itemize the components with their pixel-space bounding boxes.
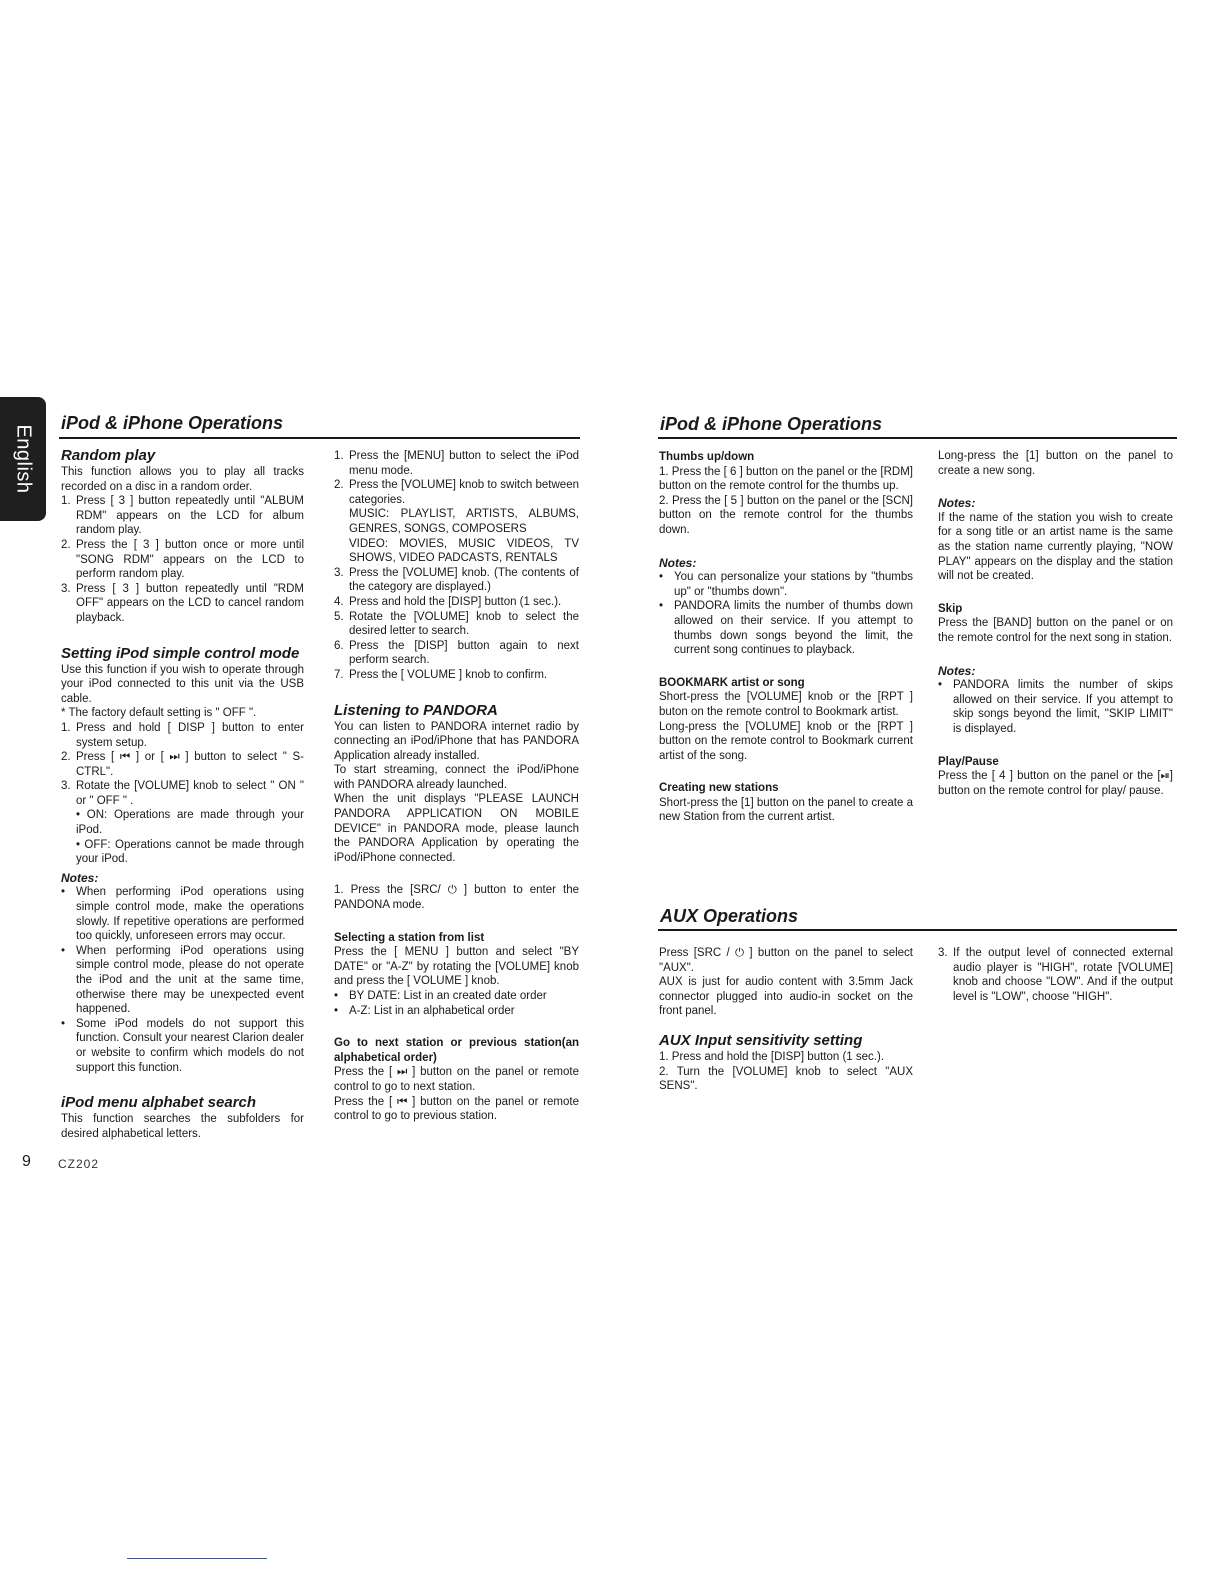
aux-sens-heading: AUX Input sensitivity setting [659,1031,863,1049]
on-option: • ON: Operations are made through your iPod. [76,809,304,837]
pandora-p1: You can listen to PANDORA internet radio by connecting an iPod/iPhone that has PANDORA Application already installed. [334,720,579,762]
list-item: 6. Press the [DISP] button again to next perform search. [334,639,579,667]
list-item: • PANDORA limits the number of thumbs down allowed on their service. If you attempt to thumbs down songs beyond the limit, the current song continues to playback. [659,600,913,657]
longpress-text: Long-press the [1] button on the panel to create a new song. [938,450,1173,477]
pandora-p2: To start streaming, connect the iPod/iPhone with PANDORA already launched. [334,764,579,791]
default-setting-note: * The factory default setting is " OFF ". [61,707,257,720]
title-rule-right [658,437,1177,439]
skip-heading: Skip [938,602,963,615]
column-2 [334,449,579,1124]
column-4 [938,449,1173,798]
category-music: MUSIC: PLAYLIST, ARTISTS, ALBUMS, GENRES, SONGS, COMPOSERS [349,508,579,535]
list-item: 1. Press [ 3 ] button repeatedly until "ALBUM RDM" appears on the LCD for album random play. [61,495,304,537]
category-video: VIDEO: MOVIES, MUSIC VIDEOS, TV SHOWS, VIDEO PADCASTS, RENTALS [349,537,579,565]
pandora-step1: 1. Press the [SRC/ ⏻ ] button to enter the PANDONA mode. [334,884,579,912]
random-play-steps [61,494,304,625]
column-3 [659,450,913,825]
list-item: 3. Press the [VOLUME] knob. (The contents of the category are displayed.) [334,566,579,594]
list-item: 2. Press the [VOLUME] knob to switch between categories. MUSIC: PLAYLIST, ARTISTS, ALBUMS, GENRES, SONGS, COMPOSERS VIDEO: MOVIES, MUSIC VIDEOS, TV SHOWS, VIDEO PADCASTS, RENTALS [334,479,579,565]
notes-list [659,570,913,658]
footer-link-line [127,1558,267,1559]
creating-heading: Creating new stations [659,782,779,795]
random-play-heading: Random play [61,447,156,464]
list-item: • Some iPod models do not support this function. Consult your nearest Clarion dealer or website to confirm which models do not support this function. [61,1017,304,1074]
aux-right [938,946,1173,1004]
list-item: • A-Z: List in an alphabetical order [334,1004,515,1017]
aux-sens-step1: 1. Press and hold the [DISP] button (1 sec.). [659,1050,885,1063]
aux-right-list [938,946,1173,1004]
next-station-heading: Go to next station or previous station(an alphabetical order) [334,1037,579,1064]
selecting-heading: Selecting a station from list [334,931,485,944]
bookmark-p1: Short-press the [VOLUME] knob or the [RPT ] buton on the remote control to Bookmark artist. [659,691,913,718]
selecting-list [334,989,579,1018]
list-item: 3. Rotate the [VOLUME] knob to select " ON " or " OFF " . [61,780,304,807]
list-item: 2. Press the [ 3 ] button once or more until "SONG RDM" appears on the LCD to perform random play. [61,538,304,581]
skip-text: Press the [BAND] button on the panel or on the remote control for the next song in station. [938,617,1173,644]
random-play-intro: This function allows you to play all tracks recorded on a disc in a random order. [61,466,304,493]
aux-title-rule [658,929,1177,931]
aux-p2: AUX is just for audio content with 3.5mm Jack connector plugged into audio-in socket on the front panel. [659,976,913,1018]
notes-list [938,678,1173,736]
notes-heading: Notes: [659,555,697,570]
alphabet-search-heading: iPod menu alphabet search [61,1094,257,1112]
list-item: 1. Press the [MENU] button to select the iPod menu mode. [334,450,579,477]
playpause-heading: Play/Pause [938,755,999,768]
notes-heading: Notes: [938,663,976,678]
pandora-heading: Listening to PANDORA [334,701,498,719]
off-option: • OFF: Operations cannot be made through your iPod. [76,838,304,866]
list-item: 3. If the output level of connected external audio player is "HIGH", rotate [VOLUME] knob and choose "LOW". And if the output level is "LOW", choose "HIGH". [938,947,1173,1003]
alphabet-search-intro: This function searches the subfolders for desired alphabetical letters. [61,1113,304,1140]
thumbs-p2: 2. Press the [ 5 ] button on the panel or the [SCN] button on the remote control for the thumbs down. [659,494,913,536]
list-item: • When performing iPod operations using simple control mode, make the operations slowly. If repetitive operations are performed too quickly, unforeseen errors may occur. [61,886,304,943]
list-item: 1. Press and hold [ DISP ] button to enter system setup. [61,721,304,749]
notes-text: If the name of the station you wish to create for a song title or an artist name is the same as the station name currently playing, "NOW PLAY" appears on the display and the station will not be created. [938,511,1173,583]
simple-control-steps [61,721,304,809]
list-item: • You can personalize your stations by "thumbs up" or "thumbs down". [659,571,913,598]
column-1 [61,446,304,1141]
bookmark-p2: Long-press the [VOLUME] knob or the [RPT ] button on the remote control to Bookmark current artist of the song. [659,720,913,762]
simple-control-intro: Use this function if you wish to operate through your iPod connected to this unit via the USB cable. [61,663,304,705]
aux-sens-step2: 2. Turn the [VOLUME] knob to select "AUX SENS". [659,1065,913,1093]
page-number: 9 [22,1153,31,1170]
list-item: 2. Press [ ⏮ ] or [ ⏭ ] button to select " S-CTRL". [61,751,304,778]
pandora-p3: When the unit displays "PLEASE LAUNCH PANDORA APPLICATION ON MOBILE DEVICE" in PANDORA mode, please launch the PANDORA Application by operating the iPod/iPhone connected. [334,793,579,864]
language-tab [0,397,46,521]
model-name: CZ202 [58,1157,100,1171]
aux-title: AUX Operations [660,906,799,926]
aux-p1: Press [SRC / ⏻ ] button on the panel to select "AUX". [659,947,913,974]
notes-heading: Notes: [61,870,99,885]
language-tab-label: English [12,424,35,494]
thumbs-heading: Thumbs up/down [659,451,755,463]
list-item: • BY DATE: List in an created date order [334,990,547,1002]
next-station-p2: Press the [ ⏮ ] button on the panel or remote control to go to previous station. [334,1095,579,1123]
list-item: 3. Press [ 3 ] button repeatedly until "RDM OFF" appears on the LCD to cancel random playback. [61,582,304,624]
list-item: 7. Press the [ VOLUME ] knob to confirm. [334,668,548,681]
list-item: 4. Press and hold the [DISP] button (1 sec.). [334,595,562,608]
next-station-p1: Press the [ ⏭ ] button on the panel or remote control to go to next station. [334,1066,579,1093]
selecting-text: Press the [ MENU ] button and select "BY DATE" or "A-Z" by rotating the [VOLUME] knob and press the [ VOLUME ] knob. [334,946,579,988]
simple-control-heading: Setting iPod simple control mode [61,644,300,662]
alphabet-search-steps [334,449,579,683]
list-item: 5. Rotate the [VOLUME] knob to select the desired letter to search. [334,610,579,638]
playpause-text: Press the [ 4 ] button on the panel or the [⏯] button on the remote control for play/ pause. [938,770,1173,797]
page-title-right: iPod & iPhone Operations [660,414,883,434]
creating-text: Short-press the [1] button on the panel to create a new Station from the current artist. [659,796,913,824]
aux-left [659,946,913,1094]
title-rule-left [59,437,580,439]
page-title-left: iPod & iPhone Operations [61,413,284,433]
notes-heading: Notes: [938,496,976,511]
list-item: • When performing iPod operations using simple control mode, please do not operate the iPod and the unit at the same time, otherwise there may be unexpected event happened. [61,944,304,1016]
thumbs-p1: 1. Press the [ 6 ] button on the panel or the [RDM] button on the remote control for the thumbs up. [659,465,913,493]
bookmark-heading: BOOKMARK artist or song [659,676,805,689]
notes-list [61,885,304,1075]
list-item: • PANDORA limits the number of skips allowed on their service. If you attempt to skip songs beyond the limit, "SKIP LIMIT" is displayed. [938,679,1173,735]
